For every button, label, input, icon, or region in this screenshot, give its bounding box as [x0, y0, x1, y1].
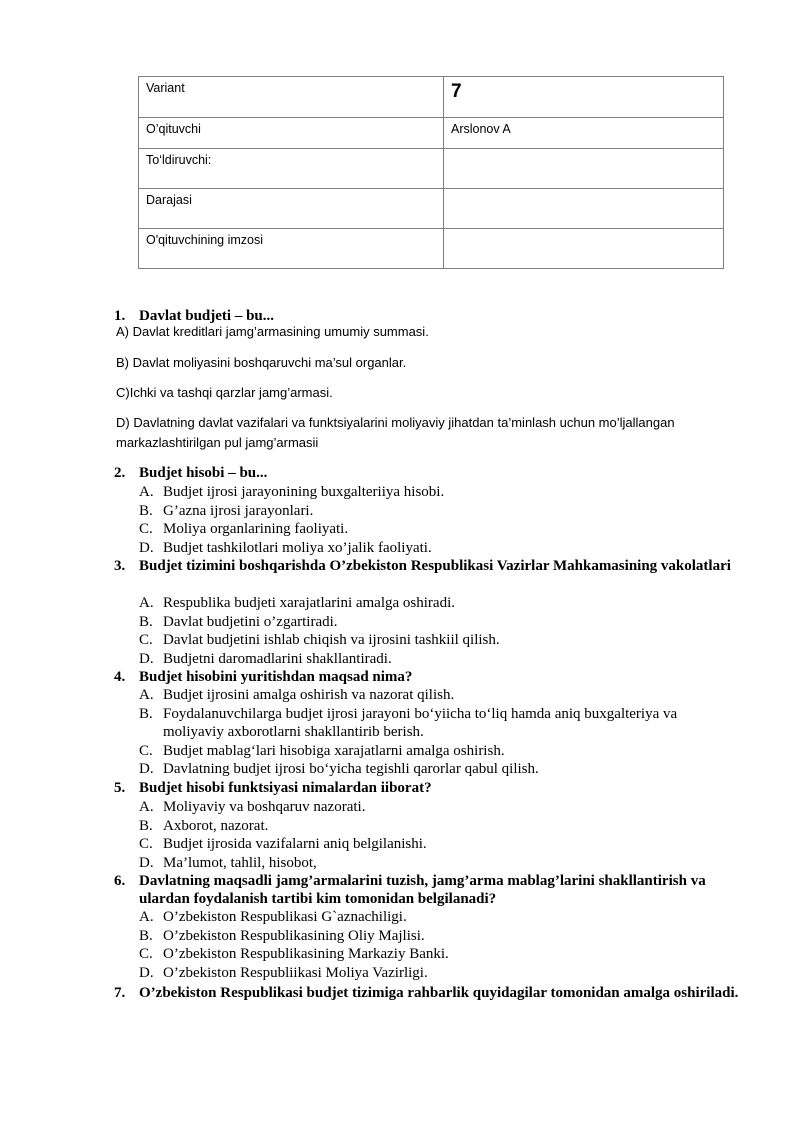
answer-option: B) Davlat moliyasini boshqaruvchi ma’sul organlar. [116, 355, 407, 370]
question-text: Budjet hisobini yuritishdan maqsad nima? [139, 669, 413, 685]
info-value: Arslonov A [444, 118, 724, 149]
option-text: Budjet tashkilotlari moliya xo’jalik faoliyati. [163, 539, 432, 556]
answer-option [139, 539, 739, 558]
question-number: 7. [114, 985, 126, 1001]
question-text: Budjet hisobi funktsiyasi nimalardan iiborat? [139, 780, 432, 796]
option-letter: A. [139, 799, 154, 815]
info-label: To‘ldiruvchi: [139, 149, 444, 189]
option-letter: B. [139, 613, 153, 630]
option-letter: D. [139, 761, 154, 777]
answer-option [139, 798, 739, 817]
info-value [444, 229, 724, 269]
options-list [139, 798, 739, 872]
option-letter: C. [139, 632, 153, 648]
question-3 [0, 557, 800, 595]
info-label: O’qituvchi [139, 118, 444, 149]
option-text: Axborot, nazorat. [163, 817, 269, 834]
option-letter: C. [139, 521, 153, 537]
options-list [139, 594, 739, 668]
info-row-filler [139, 149, 724, 189]
option-text: Budjetni daromadlarini shakllantiradi. [163, 650, 392, 667]
option-text: Budjet mablag‘lari hisobiga xarajatlarni amalga oshirish. [163, 742, 505, 759]
option-text: G’azna ijrosi jarayonlari. [163, 502, 314, 519]
answer-option [139, 650, 739, 669]
option-text: Ma’lumot, tahlil, hisobot, [163, 854, 317, 871]
option-text: Foydalanuvchilarga budjet ijrosi jarayoni bo‘yiicha to‘liq hamda aniq buxgalteriya va moliyaviy axborotlarni shakllantirib berish. [163, 705, 678, 740]
option-letter: B. [139, 927, 153, 944]
answer-option [139, 686, 739, 705]
option-letter: C. [139, 946, 153, 962]
question-number: 3. [114, 558, 126, 574]
option-letter: C. [139, 742, 153, 759]
answer-option [139, 760, 739, 779]
option-text: Moliyaviy va boshqaruv nazorati. [163, 799, 366, 815]
option-text: Davlat budjetini ishlab chiqish va ijrosini tashkiil qilish. [163, 632, 500, 648]
question-number: 2. [114, 465, 126, 481]
question-4 [0, 668, 800, 688]
option-letter: D. [139, 650, 154, 667]
info-value [444, 77, 724, 118]
question-text: Budjet tizimini boshqarishda O’zbekiston Respublikasi Vazirlar Mahkamasining vakolatlari [139, 558, 731, 574]
question-text: Davlatning maqsadli jamg’armalarini tuzish, jamg’arma mablag’larini shakllantirish va ulardan foydalanish tartibi kim tomonidan belgilanadi? [139, 873, 706, 907]
option-letter: D. [139, 964, 154, 981]
answer-option [139, 483, 739, 502]
answer-option [139, 908, 739, 927]
question-number: 4. [114, 669, 126, 685]
answer-option [139, 927, 739, 946]
answer-option [139, 631, 739, 650]
info-label: Darajasi [139, 189, 444, 229]
variant-number: 7 [451, 81, 462, 102]
answer-option [139, 817, 739, 836]
option-letter: B. [139, 817, 153, 834]
question-number: 5. [114, 780, 126, 796]
question-7 [0, 984, 800, 1022]
answer-option [139, 964, 739, 983]
option-letter: B. [139, 705, 153, 722]
option-letter: A. [139, 595, 154, 611]
info-row-signature [139, 229, 724, 269]
option-text: Budjet ijrosini amalga oshirish va nazorat qilish. [163, 687, 455, 703]
options-list [139, 908, 739, 982]
info-label: Variant [139, 77, 444, 118]
answer-option [139, 502, 739, 521]
info-row-grade [139, 189, 724, 229]
question-text: Budjet hisobi – bu... [139, 465, 268, 481]
option-letter: B. [139, 502, 153, 519]
option-text: Davlatning budjet ijrosi bo‘yicha tegishli qarorlar qabul qilish. [163, 761, 539, 777]
option-text: Budjet ijrosida vazifalarni aniq belgilanishi. [163, 836, 427, 852]
option-letter: C. [139, 836, 153, 852]
option-letter: D. [139, 854, 154, 871]
question-text: O’zbekiston Respublikasi budjet tizimiga rahbarlik quyidagilar tomonidan amalga oshiriladi. [139, 985, 739, 1001]
options-list [139, 686, 739, 779]
option-text: O’zbekiston Respubliikasi Moliya Vazirligi. [163, 964, 428, 981]
question-2 [0, 464, 800, 484]
option-letter: A. [139, 484, 154, 500]
question-6 [0, 872, 800, 910]
info-value [444, 189, 724, 229]
options-list [139, 483, 739, 557]
option-text: O’zbekiston Respublikasining Oliy Majlisi. [163, 927, 425, 944]
info-table [138, 76, 724, 269]
answer-option [139, 520, 739, 539]
answer-option: C)Ichki va tashqi qarzlar jamg’armasi. [116, 385, 333, 400]
option-text: Davlat budjetini o’zgartiradi. [163, 613, 338, 630]
answer-option [139, 945, 739, 964]
option-letter: A. [139, 909, 154, 925]
info-label: O'qituvchining imzosi [139, 229, 444, 269]
option-text: O’zbekiston Respublikasi G`aznachiligi. [163, 909, 407, 925]
question-text: Davlat budjeti – bu... [139, 308, 275, 324]
question-5 [0, 779, 800, 799]
info-row-teacher [139, 118, 724, 149]
answer-option [139, 742, 739, 761]
answer-option: A) Davlat kreditlari jamg’armasining umumiy summasi. [116, 324, 429, 339]
option-text: Moliya organlarining faoliyati. [163, 521, 349, 537]
info-value [444, 149, 724, 189]
option-text: Respublika budjeti xarajatlarini amalga oshiradi. [163, 595, 455, 611]
answer-option [139, 594, 739, 613]
option-text: Budjet ijrosi jarayonining buxgalteriiya hisobi. [163, 484, 445, 500]
question-number: 1. [114, 308, 126, 324]
answer-option [139, 705, 739, 742]
answer-option [139, 613, 739, 632]
question-number: 6. [114, 873, 126, 889]
option-letter: A. [139, 687, 154, 703]
info-row-variant [139, 77, 724, 118]
option-text: O’zbekiston Respublikasining Markaziy Banki. [163, 946, 449, 962]
option-letter: D. [139, 539, 154, 556]
answer-option [139, 854, 739, 873]
answer-option [139, 835, 739, 854]
answer-option: D) Davlatning davlat vazifalari va funktsiyalarini moliyaviy jihatdan ta’minlash uchun mo’ljallangan markazlashtirilgan pul jamg’armasii [116, 415, 675, 450]
